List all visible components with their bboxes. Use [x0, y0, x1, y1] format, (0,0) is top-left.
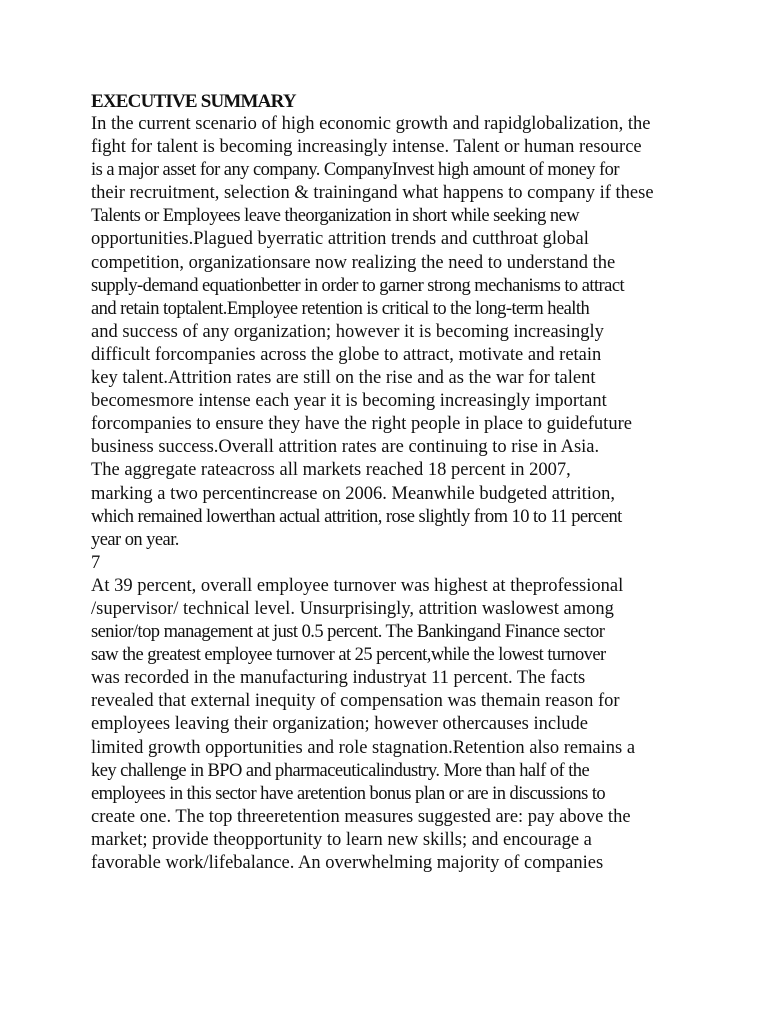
text-line: business success.Overall attrition rates are continuing to rise in Asia.: [91, 437, 600, 458]
text-line: which remained lowerthan actual attrition, rose slightly from 10 to 11 percent: [91, 506, 622, 527]
text-line: In the current scenario of high economic growth and rapidglobalization, the: [91, 114, 651, 134]
text-line: year on year.: [91, 529, 179, 550]
text-line: marking a two percentincrease on 2006. Meanwhile budgeted attrition,: [91, 483, 615, 504]
text-line: key challenge in BPO and pharmaceuticalindustry. More than half of the: [91, 760, 590, 781]
text-line: senior/top management at just 0.5 percent. The Bankingand Finance sector: [91, 622, 605, 643]
text-line: favorable work/lifebalance. An overwhelming majority of companies: [91, 853, 604, 873]
text-line: fight for talent is becoming increasingly intense. Talent or human resource: [91, 137, 642, 158]
text-line: forcompanies to ensure they have the right people in place to guidefuture: [91, 414, 632, 435]
text-line: employees in this sector have aretention bonus plan or are in discussions to: [91, 783, 606, 804]
text-line: competition, organizationsare now realizing the need to understand the: [91, 252, 616, 273]
text-line: limited growth opportunities and role stagnation.Retention also remains a: [91, 737, 636, 758]
text-line: opportunities.Plagued byerratic attrition trends and cutthroat global: [91, 229, 589, 250]
text-line: key talent.Attrition rates are still on the rise and as the war for talent: [91, 368, 596, 389]
document-body: [91, 90, 711, 875]
text-line: difficult forcompanies across the globe to attract, motivate and retain: [91, 344, 602, 365]
text-line: create one. The top threeretention measures suggested are: pay above the: [91, 806, 631, 827]
text-line: was recorded in the manufacturing industryat 11 percent. The facts: [91, 668, 586, 689]
page-number: 7: [91, 552, 101, 573]
text-line: revealed that external inequity of compensation was themain reason for: [91, 691, 620, 712]
text-line: Talents or Employees leave theorganization in short while seeking new: [91, 206, 580, 227]
text-line: and success of any organization; however it is becoming increasingly: [91, 321, 604, 342]
text-line: is a major asset for any company. CompanyInvest high amount of money for: [91, 160, 619, 181]
text-line: their recruitment, selection & trainingand what happens to company if these: [91, 183, 654, 204]
page-title: EXECUTIVE SUMMARY: [91, 91, 296, 112]
text-line: becomesmore intense each year it is becoming increasingly important: [91, 391, 607, 412]
text-line: supply-demand equationbetter in order to garner strong mechanisms to attract: [91, 275, 625, 296]
text-line: At 39 percent, overall employee turnover was highest at theprofessional: [91, 575, 624, 596]
text-line: market; provide theopportunity to learn new skills; and encourage a: [91, 829, 592, 850]
text-line: /supervisor/ technical level. Unsurprisingly, attrition waslowest among: [91, 598, 614, 619]
text-line: saw the greatest employee turnover at 25 percent,while the lowest turnover: [91, 645, 606, 666]
text-line: and retain toptalent.Employee retention is critical to the long-term health: [91, 298, 590, 319]
text-line: The aggregate rateacross all markets reached 18 percent in 2007,: [91, 460, 571, 481]
text-line: employees leaving their organization; however othercauses include: [91, 714, 588, 735]
